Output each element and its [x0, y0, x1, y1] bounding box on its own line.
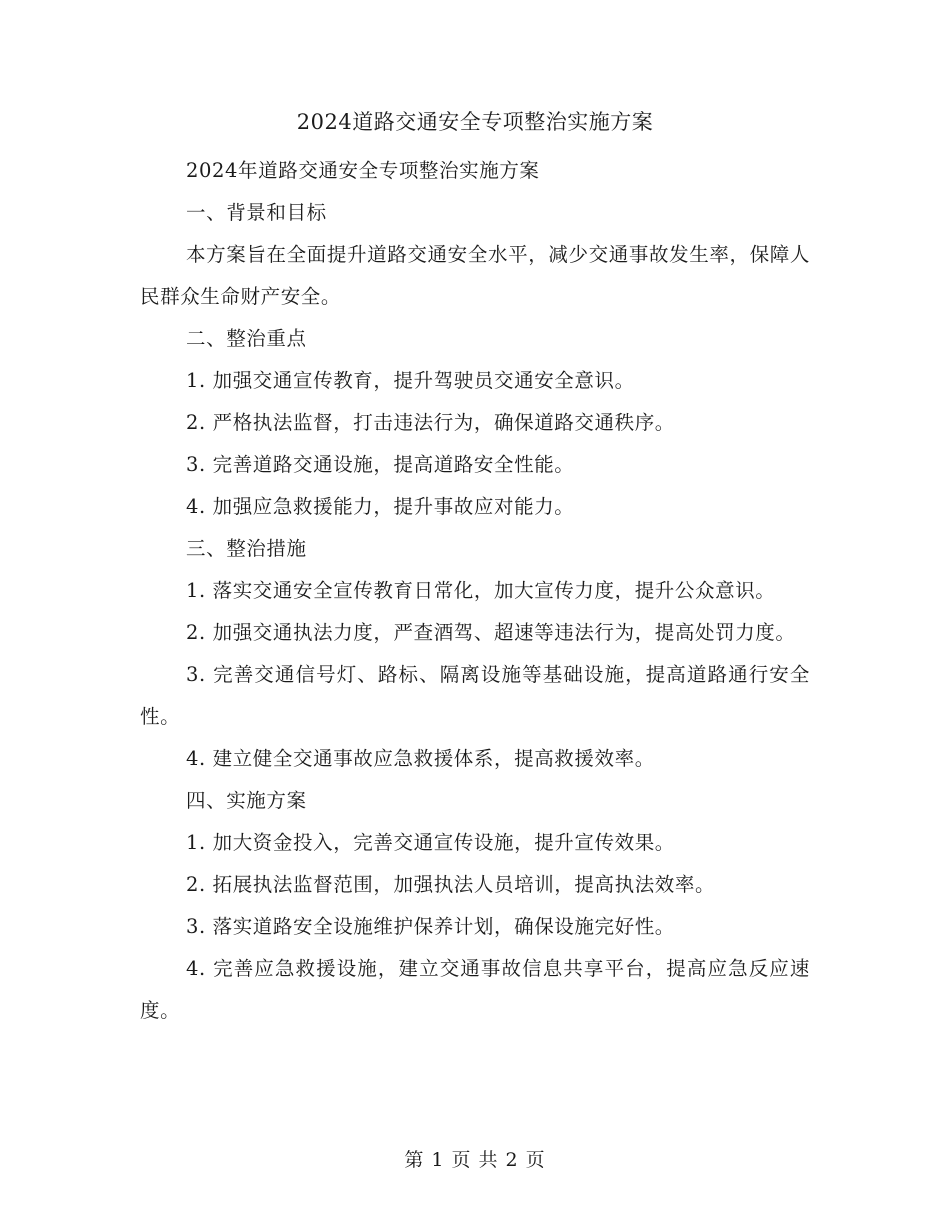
section-heading-background: 一、背景和目标: [186, 201, 327, 224]
focus-item-4: 4. 加强应急救援能力，提升事故应对能力。: [186, 495, 575, 518]
measure-item-2: 2. 加强交通执法力度，严查酒驾、超速等违法行为，提高处罚力度。: [186, 621, 796, 644]
implementation-item-4: 4. 完善应急救援设施，建立交通事故信息共享平台，提高应急反应速度。: [140, 957, 810, 1022]
document-body: [140, 150, 810, 1032]
document-title: 2024道路交通安全专项整治实施方案: [296, 110, 654, 134]
section-heading-focus: 二、整治重点: [186, 327, 307, 350]
implementation-item-3: 3. 落实道路安全设施维护保养计划，确保设施完好性。: [186, 915, 675, 938]
subtitle-paragraph: 2024年道路交通安全专项整治实施方案: [186, 159, 540, 182]
section-heading-measures: 三、整治措施: [186, 537, 307, 560]
page-number-footer: 第 1 页 共 2 页: [404, 1149, 546, 1171]
measure-item-4: 4. 建立健全交通事故应急救援体系，提高救援效率。: [186, 747, 655, 770]
focus-item-3: 3. 完善道路交通设施，提高道路安全性能。: [186, 453, 575, 476]
measure-item-1: 1. 落实交通安全宣传教育日常化，加大宣传力度，提升公众意识。: [186, 579, 776, 602]
focus-item-1: 1. 加强交通宣传教育，提升驾驶员交通安全意识。: [186, 369, 635, 392]
focus-item-2: 2. 严格执法监督，打击违法行为，确保道路交通秩序。: [186, 411, 675, 434]
implementation-item-1: 1. 加大资金投入，完善交通宣传设施，提升宣传效果。: [186, 831, 675, 854]
section-heading-implementation: 四、实施方案: [186, 789, 307, 812]
implementation-item-2: 2. 拓展执法监督范围，加强执法人员培训，提高执法效率。: [186, 873, 716, 896]
background-paragraph: 本方案旨在全面提升道路交通安全水平，减少交通事故发生率，保障人民群众生命财产安全。: [140, 243, 810, 308]
measure-item-3: 3. 完善交通信号灯、路标、隔离设施等基础设施，提高道路通行安全性。: [140, 663, 810, 728]
